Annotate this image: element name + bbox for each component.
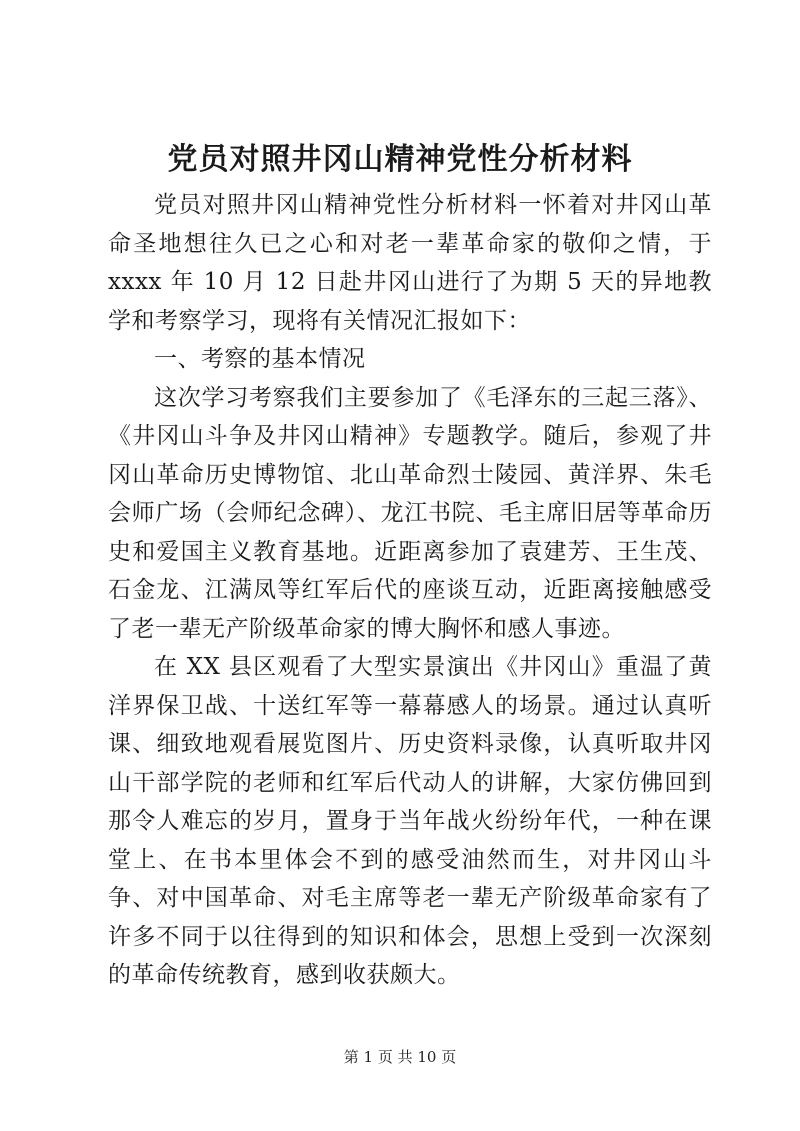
page-number-footer: 第 1 页 共 10 页 [343,1048,457,1066]
paragraph-performance: 在 XX 县区观看了大型实景演出《井冈山》重温了黄洋界保卫战、十送红军等一幕幕感人的场景。通过认真听课、细致地观看展览图片、历史资料录像，认真听取井冈山干部学院的老师和红军后代动人的讲解，大家仿佛回到那令人难忘的岁月，置身于当年战火纷纷年代，一种在课堂上、在书本里体会不到的感受油然而生，对井冈山斗争、对中国革命、对毛主席等老一辈无产阶级革命家有了许多不同于以往得到的知识和体会，思想上受到一次深刻的革命传统教育，感到收获颇大。 [108,654,712,988]
document-body [108,186,712,995]
paragraph-intro: 党员对照井冈山精神党性分析材料一怀着对井冈山革命圣地想往久已之心和对老一辈革命家的敬仰之情，于 xxxx 年 10 月 12 日赴井冈山进行了为期 5 天的异地教学和考察学习，现将有关情况汇报如下： [108,192,712,334]
section-heading: 一、考察的基本情况 [154,346,366,372]
document-title: 党员对照井冈山精神党性分析材料 [167,142,633,177]
paragraph-study: 这次学习考察我们主要参加了《毛泽东的三起三落》、《井冈山斗争及井冈山精神》专题教学。随后，参观了井冈山革命历史博物馆、北山革命烈士陵园、黄洋界、朱毛会师广场（会师纪念碑）、龙江书院、毛主席旧居等革命历史和爱国主义教育基地。近距离参加了袁建芳、王生茂、石金龙、江满凤等红军后代的座谈互动，近距离接触感受了老一辈无产阶级革命家的博大胸怀和感人事迹。 [108,384,712,642]
